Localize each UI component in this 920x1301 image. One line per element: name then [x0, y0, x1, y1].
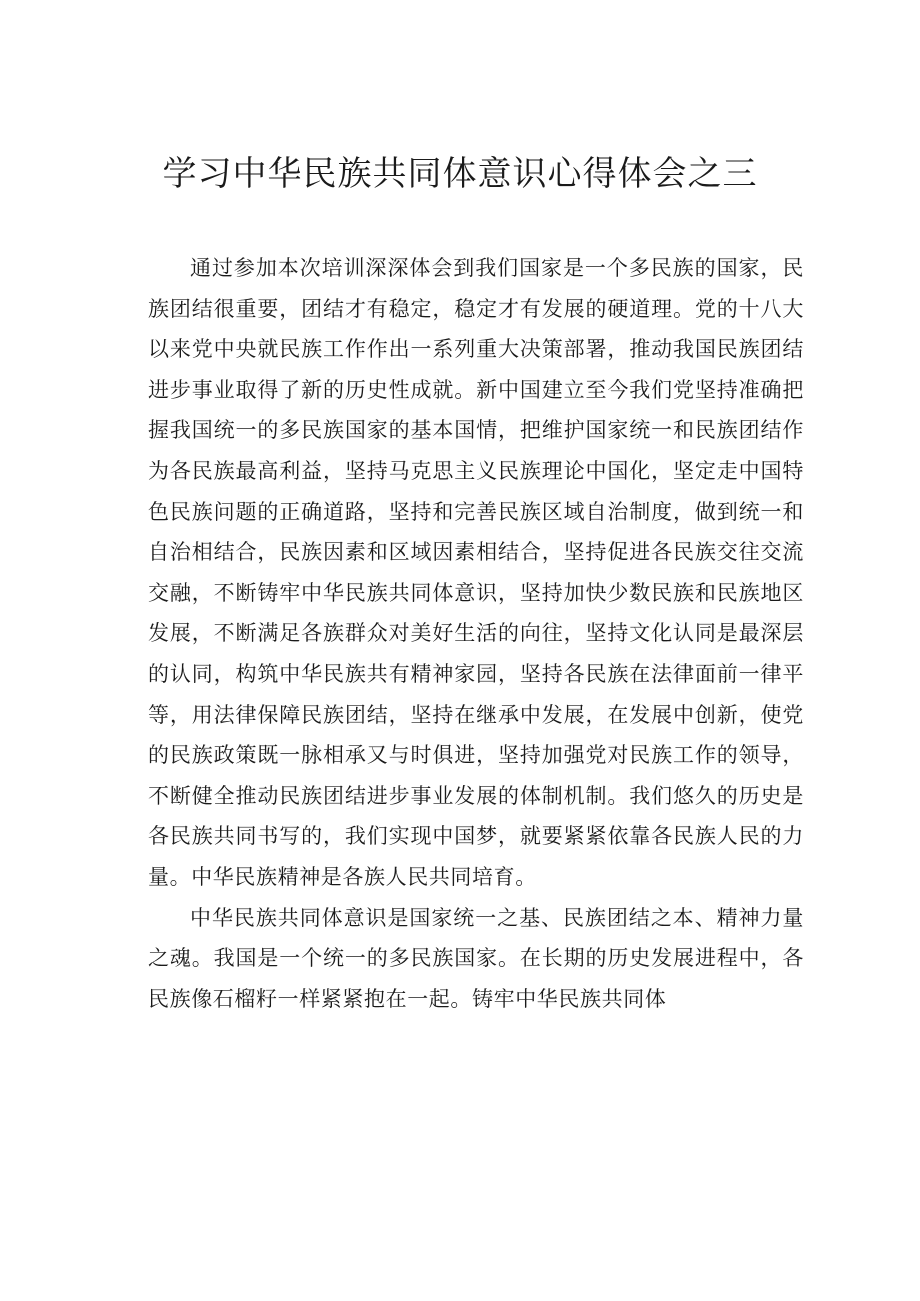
document-body	[148, 248, 804, 1019]
paragraph-1: 通过参加本次培训深深体会到我们国家是一个多民族的国家，民族团结很重要，团结才有稳定，稳定才有发展的硬道理。党的十八大以来党中央就民族工作作出一系列重大决策部署，推动我国民族团结进步事业取得了新的历史性成就。新中国建立至今我们党坚持准确把握我国统一的多民族国家的基本国情，把维护国家统一和民族团结作为各民族最高利益，坚持马克思主义民族理论中国化，坚定走中国特色民族问题的正确道路，坚持和完善民族区域自治制度，做到统一和自治相结合，民族因素和区域因素相结合，坚持促进各民族交往交流交融，不断铸牢中华民族共同体意识，坚持加快少数民族和民族地区发展，不断满足各族群众对美好生活的向往，坚持文化认同是最深层的认同，构筑中华民族共有精神家园，坚持各民族在法律面前一律平等，用法律保障民族团结，坚持在继承中发展，在发展中创新，使党的民族政策既一脉相承又与时俱进，坚持加强党对民族工作的领导，不断健全推动民族团结进步事业发展的体制机制。我们悠久的历史是各民族共同书写的，我们实现中国梦，就要紧紧依靠各民族人民的力量。中华民族精神是各族人民共同培育。	[148, 256, 804, 889]
document-title: 学习中华民族共同体意识心得体会之三	[162, 154, 758, 194]
paragraph-2: 中华民族共同体意识是国家统一之基、民族团结之本、精神力量之魂。我国是一个统一的多民族国家。在长期的历史发展进程中，各民族像石榴籽一样紧紧抱在一起。铸牢中华民族共同体	[148, 905, 804, 1011]
